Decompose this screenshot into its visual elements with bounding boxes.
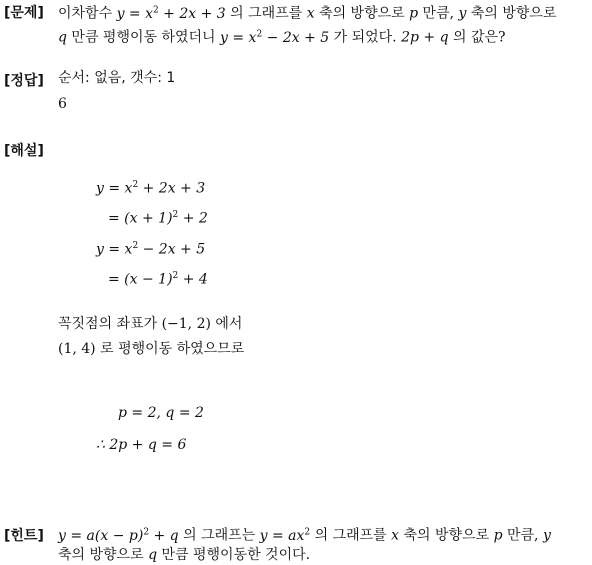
solution-result-2: ∴ 2p + q = 6 bbox=[96, 437, 187, 453]
problem-line-1: 이차함수 $y = x^2 + 2x + 3$ 의 그래프를 x 축의 방향으로 p 만큼, y 축의 방향으로 bbox=[58, 5, 557, 22]
hint-equation-2: $y = ax^2$ bbox=[259, 527, 311, 544]
problem-equation: $y = x^2 + 2x + 3$ bbox=[116, 5, 226, 22]
hint-line-2: 축의 방향으로 q 만큼 평행이동한 것이다. bbox=[58, 547, 311, 563]
solution-text-2: (1, 4) 로 평행이동 하였으므로 bbox=[58, 341, 245, 357]
hint-equation-1: $y = a(x - p)^2 + q$ bbox=[58, 527, 179, 544]
hint-label: [힌트] bbox=[4, 528, 44, 544]
problem-line-2: q 만큼 평행이동 하였더니 $y = x^2 - 2x + 5$ 가 되었다. 2p + q 의 값은? bbox=[58, 29, 506, 46]
solution-label: [해설] bbox=[4, 143, 44, 159]
solution-equation-2: = $(x + 1)^2 + 2$ bbox=[108, 210, 208, 227]
solution-equation-1: $y = x^2 + 2x + 3$ bbox=[96, 180, 206, 197]
answer-value: 6 bbox=[58, 96, 67, 112]
problem-label: [문제] bbox=[4, 5, 44, 21]
solution-equation-4: = $(x - 1)^2 + 4$ bbox=[108, 271, 208, 288]
solution-text-1: 꼭짓점의 좌표가 (−1, 2) 에서 bbox=[58, 316, 243, 332]
solution-equation-3: $y = x^2 - 2x + 5$ bbox=[96, 241, 206, 258]
answer-meta: 순서: 없음, 갯수: 1 bbox=[58, 70, 176, 86]
problem-equation-2: $y = x^2 - 2x + 5$ bbox=[220, 29, 330, 46]
hint-line-1: $y = a(x - p)^2 + q$ 의 그래프는 $y = ax^2$ 의 그래프를 x 축의 방향으로 p 만큼, y bbox=[58, 527, 551, 544]
problem-text: 이차함수 bbox=[58, 5, 113, 22]
answer-label: [정답] bbox=[4, 73, 44, 89]
solution-result-1: p = 2, q = 2 bbox=[118, 405, 204, 421]
